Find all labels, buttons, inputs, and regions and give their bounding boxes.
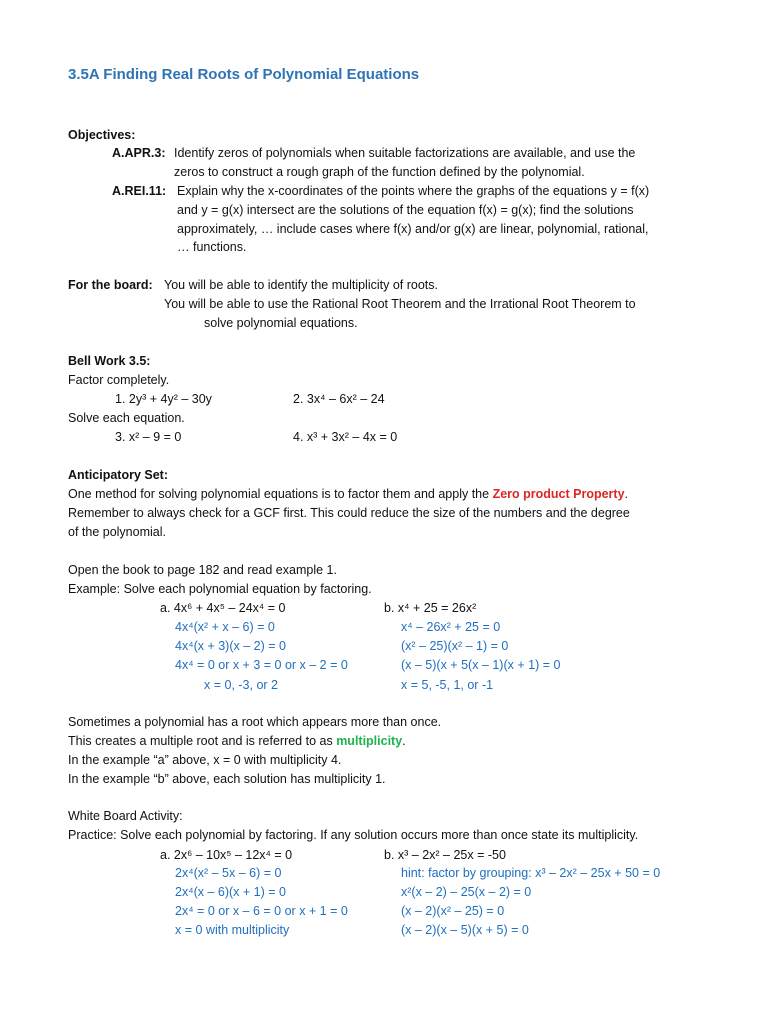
board-text: You will be able to identify the multiplicity of roots. [164,278,438,292]
objectives-heading: Objectives: [68,128,136,142]
multiplicity-text: In the example “a” above, x = 0 with multiplicity 4. [68,753,342,767]
objective-text: Explain why the x-coordinates of the points where the graphs of the equations y = f(x) [177,184,650,198]
objective-text: and y = g(x) intersect are the solutions of the equation f(x) = g(x); find the solutions [177,203,634,217]
standard-code-rei: A.REI.11: [112,184,167,198]
anticipatory-text: Remember to always check for a GCF first. This could reduce the size of the numbers and the degree [68,506,630,520]
standard-code-apr: A.APR.3: [112,146,166,160]
example-a-step: 4x⁴(x² + x – 6) = 0 [175,620,275,634]
multiplicity-text: In the example “b” above, each solution has multiplicity 1. [68,772,386,786]
example-a-problem: a. 4x⁶ + 4x⁵ – 24x⁴ = 0 [160,601,286,615]
objective-text: Identify zeros of polynomials when suitable factorizations are available, and use the [174,146,636,160]
example-b-step: x⁴ – 26x² + 25 = 0 [401,620,501,634]
multiplicity-text: Sometimes a polynomial has a root which appears more than once. [68,715,442,729]
anticipatory-text [68,486,628,502]
bell-work-heading: Bell Work 3.5: [68,354,151,368]
anticipatory-text-end: . [624,487,629,501]
practice-a-solution: x = 0 with multiplicity [175,923,290,937]
example-b-solution: x = 5, -5, 1, or -1 [401,678,494,692]
practice-b-step: x²(x – 2) – 25(x – 2) = 0 [401,885,532,899]
example-b-step: (x – 5)(x + 5(x – 1)(x + 1) = 0 [401,658,561,672]
practice-b-step: (x – 2)(x – 5)(x + 5) = 0 [401,923,529,937]
bell-work-instruction: Factor completely. [68,373,170,387]
whiteboard-heading: White Board Activity: [68,809,183,823]
practice-b-problem: b. x³ – 2x² – 25x = -50 [384,848,506,862]
anticipatory-text-start: One method for solving polynomial equations is to factor them and apply the [68,487,493,501]
example-b-problem: b. x⁴ + 25 = 26x² [384,601,477,615]
board-label: For the board: [68,278,153,292]
example-text: Example: Solve each polynomial equation by factoring. [68,582,372,596]
zero-product-property-highlight: Zero product Property [492,487,625,501]
board-text: solve polynomial equations. [204,316,358,330]
bell-work-problem: 1. 2y³ + 4y² – 30y [115,392,212,406]
multiplicity-text-end: . [402,734,406,748]
practice-a-step: 2x⁴(x² – 5x – 6) = 0 [175,866,282,880]
bell-work-problem: 4. x³ + 3x² – 4x = 0 [293,430,398,444]
bell-work-problem: 3. x² – 9 = 0 [115,430,182,444]
anticipatory-heading: Anticipatory Set: [68,468,169,482]
practice-instruction: Practice: Solve each polynomial by factoring. If any solution occurs more than once state its multiplicity. [68,828,639,842]
practice-a-step: 2x⁴ = 0 or x – 6 = 0 or x + 1 = 0 [175,904,348,918]
anticipatory-text: of the polynomial. [68,525,166,539]
page-title: 3.5A Finding Real Roots of Polynomial Equations [68,66,420,83]
bell-work-instruction: Solve each equation. [68,411,185,425]
multiplicity-text [68,733,406,749]
objective-text: zeros to construct a rough graph of the function defined by the polynomial. [174,165,585,179]
example-text: Open the book to page 182 and read example 1. [68,563,337,577]
objective-text: approximately, … include cases where f(x) and/or g(x) are linear, polynomial, rational, [177,222,649,236]
board-text: You will be able to use the Rational Root Theorem and the Irrational Root Theorem to [164,297,636,311]
multiplicity-highlight: multiplicity [336,734,403,748]
practice-a-problem: a. 2x⁶ – 10x⁵ – 12x⁴ = 0 [160,848,293,862]
practice-b-hint: hint: factor by grouping: x³ – 2x² – 25x + 50 = 0 [401,866,661,880]
example-a-solution: x = 0, -3, or 2 [204,678,278,692]
objective-text: … functions. [177,240,247,254]
practice-a-step: 2x⁴(x – 6)(x + 1) = 0 [175,885,286,899]
example-a-step: 4x⁴(x + 3)(x – 2) = 0 [175,639,286,653]
example-a-step: 4x⁴ = 0 or x + 3 = 0 or x – 2 = 0 [175,658,348,672]
example-b-step: (x² – 25)(x² – 1) = 0 [401,639,509,653]
practice-b-step: (x – 2)(x² – 25) = 0 [401,904,505,918]
multiplicity-text-start: This creates a multiple root and is referred to as [68,734,337,748]
bell-work-problem: 2. 3x⁴ – 6x² – 24 [293,392,385,406]
